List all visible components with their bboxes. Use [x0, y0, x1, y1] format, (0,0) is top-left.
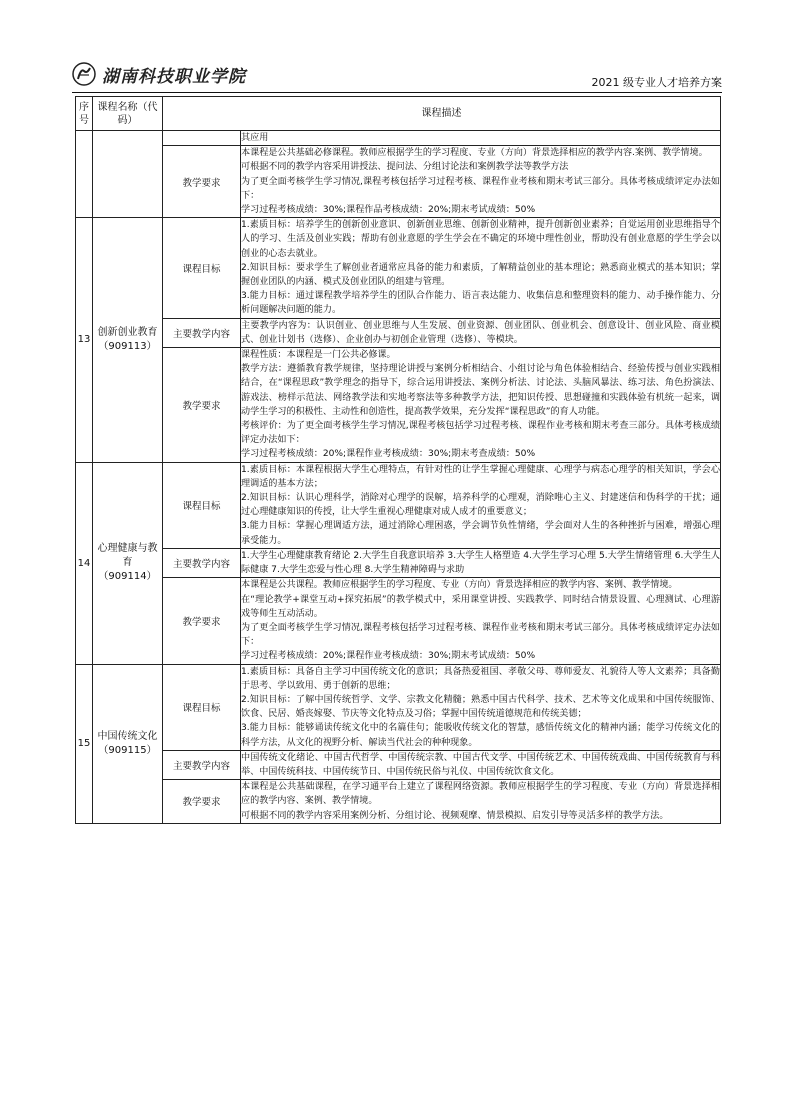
course-code: （909115） — [98, 744, 157, 756]
description-line: 学习过程考核成绩：20%;课程作业考核成绩：30%;期末考试成绩：50% — [241, 651, 536, 662]
table-row — [76, 318, 721, 347]
school-logo-text: 湖南科技职业学院 — [102, 66, 246, 87]
section-label: 课程目标 — [163, 218, 241, 318]
description-line: 主要教学内容为：认识创业、创业思维与人生发展、创业资源、创业团队、创业机会、创意设计、创业风险、商业模式、创业计划书（选修）、企业创办与初创企业管理（选修）、等模块。 — [241, 320, 720, 345]
course-name-cell — [93, 218, 163, 462]
section-description — [241, 462, 721, 548]
description-line: 3.能力目标：掌握心理调适方法，通过消除心理困惑，学会调节负性情绪，学会面对人生的各种挫折与困难，增强心理承受能力。 — [241, 521, 720, 546]
table-row — [76, 218, 721, 318]
section-description — [241, 131, 721, 146]
course-number: 14 — [76, 462, 93, 664]
col-header-desc: 课程描述 — [163, 97, 721, 131]
section-description — [241, 578, 721, 664]
course-number: 13 — [76, 218, 93, 462]
section-description — [241, 318, 721, 347]
course-name: 中国传统文化 — [97, 730, 158, 742]
school-emblem-icon — [72, 62, 96, 86]
course-name: 心理健康与教育 — [97, 543, 158, 569]
plan-title: 2021 级专业人才培养方案 — [591, 76, 722, 89]
col-header-seq: 序号 — [76, 97, 93, 131]
page-header — [72, 58, 722, 90]
course-name-cell — [93, 664, 163, 823]
description-line: 本课程是公共基础课程，在学习通平台上建立了课程网络资源。教师应根据学生的学习程度、专业（方向）背景选择相应的教学内容、案例、教学情境。 — [241, 782, 720, 807]
table-row — [76, 750, 721, 779]
course-name-cell — [93, 131, 163, 218]
section-label: 教学要求 — [163, 348, 241, 463]
course-name: 创新创业教育 — [97, 326, 158, 338]
description-line: 教学方法：遵循教育教学规律，坚持理论讲授与案例分析相结合、小组讨论与角色体验相结合、经验传授与创业实践相结合，在“课程思政”教学理念的指导下，综合运用讲授法、案例分析法、讨论法、头脑风暴法、练习法、角色扮演法、游戏法、榜样示范法、网络教学法和实地考察法等多种教学方法，把知识传授、思想碰撞和实践体验有机统一起来，调动学生学习的积极性、主动性和创造性，提高教学效果，充分发挥“课程思政”的育人功能。 — [241, 364, 720, 417]
description-line: 在“理论教学+课堂互动+探究拓展”的教学模式中，采用课堂讲授、实践教学、同时结合情景设置、心理测试、心理游戏等师生互动活动。 — [241, 594, 720, 619]
school-logo — [72, 58, 246, 90]
table-row — [76, 578, 721, 664]
description-line: 可根据不同的教学内容采用案例分析、分组讨论、视频观摩、情景模拟、启发引导等灵活多样的教学方法。 — [241, 810, 669, 821]
section-description — [241, 780, 721, 824]
section-label: 主要教学内容 — [163, 318, 241, 347]
description-line: 3.能力目标：能够诵读传统文化中的名篇佳句；能吸收传统文化的智慧，感悟传统文化的精神内涵；能学习传统文化的科学方法，从文化的视野分析、解读当代社会的种种现象。 — [241, 723, 720, 748]
description-line: 学习过程考核成绩：20%;课程作业考核成绩：30%;期末考查成绩：50% — [241, 449, 536, 460]
section-description — [241, 348, 721, 463]
section-description — [241, 664, 721, 750]
table-row — [76, 131, 721, 146]
description-line: 本课程是公共基础必修课程。教师应根据学生的学习程度、专业（方向）背景选择相应的教学内容.案例、教学情境。 — [241, 148, 708, 159]
section-label — [163, 131, 241, 146]
description-line: 1.大学生心理健康教育绪论 2.大学生自我意识培养 3.大学生人格塑造 4.大学生学习心理 5.大学生情绪管理 6.大学生人际健康 7.大学生恋爱与性心理 8.大学生精神障碍与求助 — [241, 550, 720, 576]
table-row — [76, 780, 721, 824]
description-line: 本课程是公共课程。教师应根据学生的学习程度、专业（方向）背景选择相应的教学内容、案例、教学情境。 — [241, 580, 678, 591]
description-line: 考核评价：为了更全面考核学生学习情况,课程考核包括学习过程考核、课程作业考核和期末考查三部分。具体考核成绩评定办法如下： — [241, 421, 720, 446]
col-header-name: 课程名称（代码） — [93, 97, 163, 131]
course-number: 15 — [76, 664, 93, 823]
section-description — [241, 146, 721, 218]
table-row — [76, 462, 721, 548]
section-description — [241, 750, 721, 779]
table-row — [76, 146, 721, 218]
description-line: 3.能力目标：通过课程教学培养学生的团队合作能力、语言表达能力、收集信息和整理资料的能力、动手操作能力、分析问题解决问题的能力。 — [241, 291, 720, 316]
curriculum-table — [75, 96, 721, 824]
section-label: 主要教学内容 — [163, 548, 241, 577]
table-row — [76, 548, 721, 577]
course-code: （909114） — [98, 571, 157, 583]
description-line: 2.知识目标：了解中国传统哲学、文学、宗教文化精髓；熟悉中国古代科学、技术、艺术等文化成果和中国传统服饰、饮食、民居、婚丧嫁娶、节庆等文化特点及习俗；掌握中国传统道德规范和传统美德； — [241, 694, 720, 720]
description-line: 2.知识目标：要求学生了解创业者通常应具备的能力和素质，了解精益创业的基本理论；熟悉商业模式的基本知识；掌握创业团队的内涵、模式及创业团队的组建与管理。 — [241, 262, 720, 288]
description-line: 为了更全面考核学生学习情况,课程考核包括学习过程考核、课程作业考核和期末考试三部分。具体考核成绩评定办法如下： — [241, 176, 720, 201]
section-description — [241, 218, 721, 318]
description-line: 课程性质：本课程是一门公共必修课。 — [241, 350, 396, 361]
section-label: 教学要求 — [163, 578, 241, 664]
course-code: （909113） — [98, 340, 157, 352]
description-line: 1.素质目标：本课程根据大学生心理特点，有针对性的让学生掌握心理健康、心理学与病态心理学的相关知识，学会心理调适的基本方法； — [241, 464, 720, 489]
description-line: 其应用 — [241, 133, 269, 143]
section-label: 教学要求 — [163, 780, 241, 824]
header-divider — [72, 92, 722, 93]
description-line: 2.知识目标：认识心理科学，消除对心理学的误解，培养科学的心理观，消除唯心主义、封建迷信和伪科学的干扰；通过心理健康知识的传授，让大学生重视心理健康对成人成才的重要意义； — [241, 493, 720, 518]
course-number — [76, 131, 93, 218]
table-body — [76, 131, 721, 824]
section-label: 课程目标 — [163, 664, 241, 750]
description-line: 可根据不同的教学内容采用讲授法、提问法、分组讨论法和案例教学法等教学方法 — [241, 162, 569, 173]
course-name-cell — [93, 462, 163, 664]
description-line: 1.素质目标：具备自主学习中国传统文化的意识；具备热爱祖国、孝敬父母、尊师爱友、礼貌待人等人文素养；具备勤于思考、学以致用、勇于创新的思维； — [241, 666, 720, 691]
table-header-row — [76, 97, 721, 131]
section-description — [241, 548, 721, 577]
table-row — [76, 664, 721, 750]
description-line: 1.素质目标：培养学生的创新创业意识、创新创业思维、创新创业精神，提升创新创业素养；自觉运用创业思维指导个人的学习、生活及创业实践；帮助有创业意愿的学生学会在不确定的环境中理性创业，帮助没有创业意愿的学生学会以创业的心态去就业。 — [241, 220, 720, 259]
section-label: 主要教学内容 — [163, 750, 241, 779]
description-line: 为了更全面考核学生学习情况,课程考核包括学习过程考核、课程作业考核和期末考试三部分。具体考核成绩评定办法如下： — [241, 622, 720, 648]
description-line: 中国传统文化绪论、中国古代哲学、中国传统宗教、中国古代文学、中国传统艺术、中国传统戏曲、中国传统教育与科举、中国传统科技、中国传统节日、中国传统民俗与礼仪、中国传统饮食文化。 — [241, 752, 720, 777]
section-label: 课程目标 — [163, 462, 241, 548]
section-label: 教学要求 — [163, 146, 241, 218]
description-line: 学习过程考核成绩：30%;课程作品考核成绩：20%;期末考试成绩：50% — [241, 205, 536, 216]
table-row — [76, 348, 721, 463]
